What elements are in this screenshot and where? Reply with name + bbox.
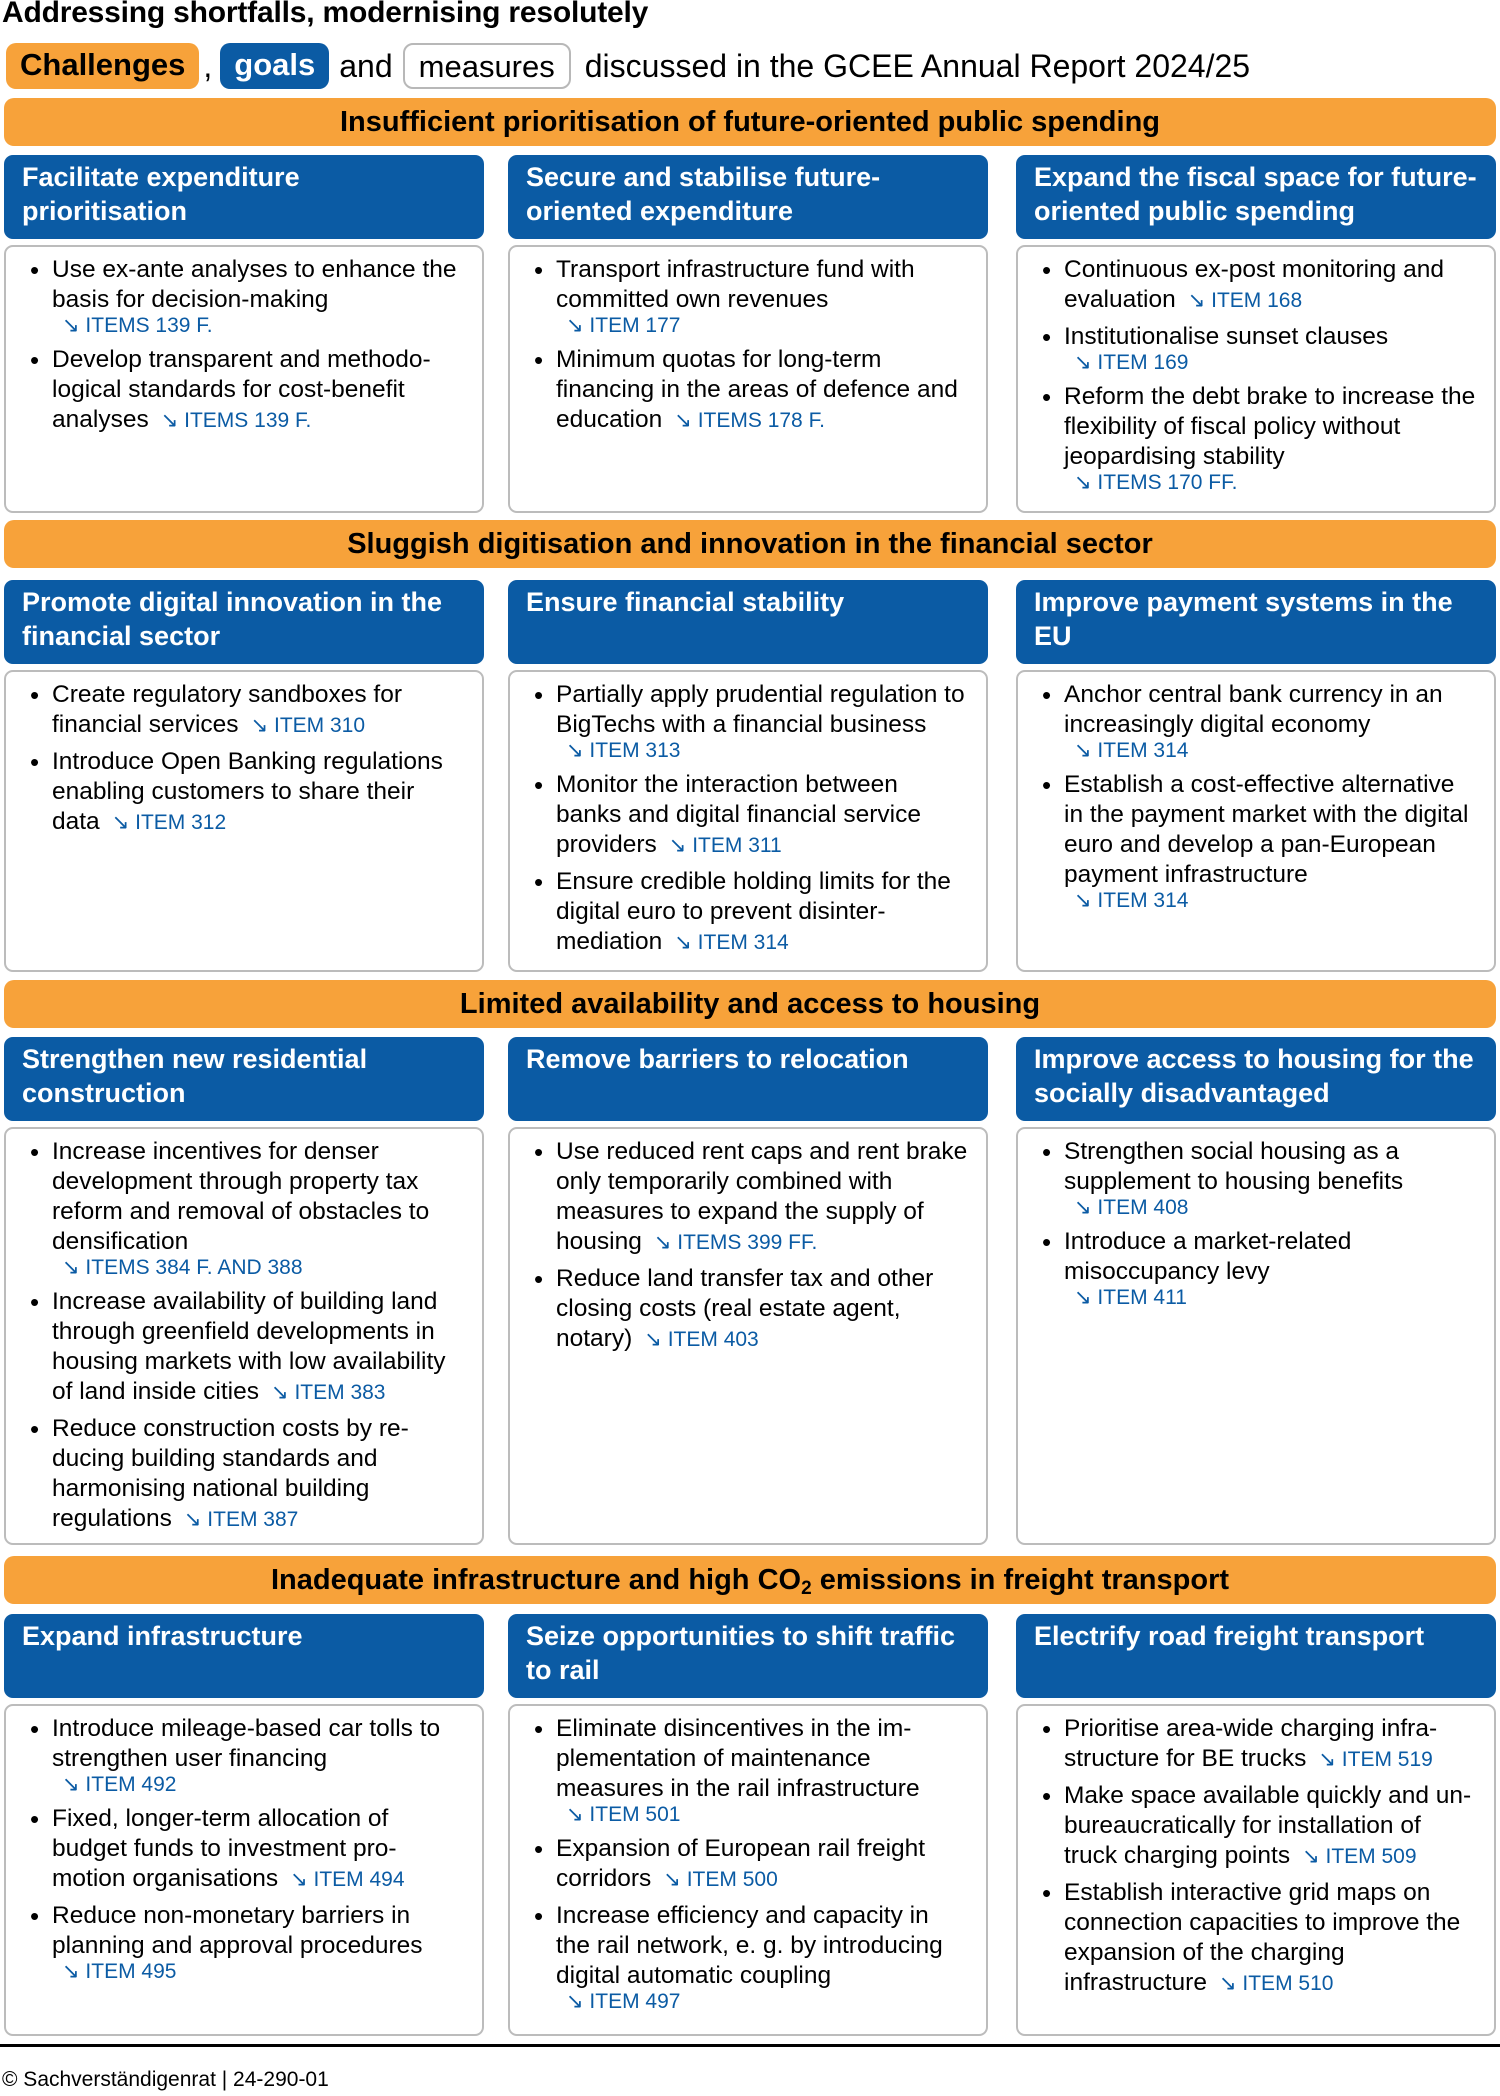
goal-box: Remove barriers to relocation: [508, 1037, 988, 1121]
measures-box: [1016, 1127, 1496, 1545]
item-reference: ↘ ITEMS 139 F.: [160, 409, 312, 432]
goal-box: Improve payment systems in the EU: [1016, 580, 1496, 664]
item-reference: ↘ ITEM 501: [566, 1803, 681, 1826]
measures-box: [1016, 245, 1496, 513]
measure-item: • Institutionalise sunset clauses ↘ ITEM 169: [1036, 322, 1476, 376]
measure-item: • Use reduced rent caps and rent brake only temporarily combined with measures to expand the supply of housing ↘ ITEMS 399 FF.: [528, 1137, 968, 1258]
measure-item: • Introduce mileage-based car tolls to strengthen user financing ↘ ITEM 492: [24, 1714, 464, 1798]
item-reference: ↘ ITEM 494: [290, 1868, 405, 1891]
measure-item: • Anchor central bank currency in an increasingly digital economy ↘ ITEM 314: [1036, 680, 1476, 764]
measures-box: [4, 1704, 484, 2036]
measure-item: • Increase incentives for denser development through property tax reform and removal of obstacles to densification ↘ ITEMS 384 F. AND 388: [24, 1137, 464, 1281]
measure-item: • Increase efficiency and capacity in the rail network, e. g. by introducing digital automatic coupling ↘ ITEM 497: [528, 1901, 968, 2015]
footer-source: © Sachverständigenrat | 24-290-01: [2, 2068, 329, 2091]
legend-goals-pill: goals: [220, 43, 329, 89]
legend-rest: discussed in the GCEE Annual Report 2024/25: [584, 47, 1251, 84]
footer-divider: [0, 2044, 1500, 2047]
goal-box: Seize opportunities to shift traffic to rail: [508, 1614, 988, 1698]
item-reference: ↘ ITEM 169: [1074, 351, 1189, 374]
item-reference: ↘ ITEM 312: [111, 811, 227, 834]
measure-item: • Reduce non-monetary barriers in planning and approval procedures ↘ ITEM 495: [24, 1901, 464, 1985]
goal-box: Electrify road freight transport: [1016, 1614, 1496, 1698]
item-reference: ↘ ITEM 495: [62, 1960, 177, 1983]
item-reference: ↘ ITEM 497: [566, 1990, 681, 2013]
legend-and: and: [339, 47, 393, 84]
goal-box: Ensure financial stability: [508, 580, 988, 664]
item-reference: ↘ ITEM 403: [644, 1328, 759, 1351]
item-reference: ↘ ITEMS 384 F. AND 388: [62, 1256, 303, 1279]
legend-subtitle: [6, 42, 1250, 90]
item-reference: ↘ ITEM 500: [663, 1868, 778, 1891]
item-reference: ↘ ITEMS 139 F.: [62, 314, 213, 337]
measure-item: • Expansion of European rail freight corridors ↘ ITEM 500: [528, 1834, 968, 1895]
measure-item: • Introduce Open Banking regulations enabling customers to share their data ↘ ITEM 312: [24, 747, 464, 838]
item-reference: ↘ ITEM 168: [1187, 289, 1303, 312]
measure-item: • Strengthen social housing as a supplement to housing benefits ↘ ITEM 408: [1036, 1137, 1476, 1221]
goal-box: Expand the fiscal space for future-oriented public spending: [1016, 155, 1496, 239]
measures-box: [508, 670, 988, 972]
figure-title: Addressing shortfalls, modernising resolutely: [2, 0, 649, 29]
goal-box: Promote digital innovation in the financial sector: [4, 580, 484, 664]
item-reference: ↘ ITEM 383: [271, 1381, 386, 1404]
measure-item: • Ensure credible holding limits for the digital euro to prevent disinter-mediation ↘ ITEM 314: [528, 867, 968, 958]
measure-item: • Reduce land transfer tax and other closing costs (real estate agent, notary) ↘ ITEM 403: [528, 1264, 968, 1355]
legend-measures-pill: measures: [403, 43, 571, 89]
measure-item: • Establish interactive grid maps on connection capacities to improve the expansion of the charging infrastructure ↘ ITEM 510: [1036, 1878, 1476, 1999]
measures-box: [1016, 670, 1496, 972]
item-reference: ↘ ITEM 310: [250, 714, 366, 737]
challenge-bar: Sluggish digitisation and innovation in the financial sector: [4, 520, 1496, 568]
measure-item: • Fixed, longer-term allocation of budget funds to investment pro-motion organisations ↘ ITEM 494: [24, 1804, 464, 1895]
measures-box: [508, 245, 988, 513]
measure-item: • Increase availability of building land through greenfield developments in housing markets with low availability of land inside cities ↘ ITEM 383: [24, 1287, 464, 1408]
measures-box: [508, 1127, 988, 1545]
goal-box: Expand infrastructure: [4, 1614, 484, 1698]
measures-box: [4, 245, 484, 513]
goal-box: Strengthen new residential construction: [4, 1037, 484, 1121]
item-reference: ↘ ITEMS 170 FF.: [1074, 471, 1238, 494]
legend-challenges-pill: Challenges: [6, 43, 199, 89]
measure-item: • Establish a cost-effective alternative in the payment market with the digital euro and develop a pan-European payment infrastructure ↘ ITEM 314: [1036, 770, 1476, 914]
item-reference: ↘ ITEM 177: [566, 314, 681, 337]
measure-item: • Prioritise area-wide charging infra-structure for BE trucks ↘ ITEM 519: [1036, 1714, 1476, 1775]
item-reference: ↘ ITEM 408: [1074, 1196, 1189, 1219]
challenge-bar: Inadequate infrastructure and high $CO_2$ emissions in freight transport: [4, 1556, 1496, 1604]
item-reference: ↘ ITEM 519: [1318, 1748, 1433, 1771]
measure-item: • Reduce construction costs by re-ducing building standards and harmonising national building regulations ↘ ITEM 387: [24, 1414, 464, 1535]
item-reference: ↘ ITEM 510: [1218, 1972, 1334, 1995]
measures-box: [4, 670, 484, 972]
measure-item: • Transport infrastructure fund with committed own revenues ↘ ITEM 177: [528, 255, 968, 339]
item-reference: ↘ ITEM 314: [674, 931, 789, 954]
challenge-bar: Limited availability and access to housing: [4, 980, 1496, 1028]
measures-box: [4, 1127, 484, 1545]
goal-box: Secure and stabilise future-oriented expenditure: [508, 155, 988, 239]
measure-item: • Create regulatory sandboxes for financial services ↘ ITEM 310: [24, 680, 464, 741]
measures-box: [508, 1704, 988, 2036]
measure-item: • Partially apply prudential regulation to BigTechs with a financial business ↘ ITEM 313: [528, 680, 968, 764]
measure-item: • Make space available quickly and un-bureaucratically for installation of truck charging points ↘ ITEM 509: [1036, 1781, 1476, 1872]
item-reference: ↘ ITEM 411: [1074, 1286, 1187, 1309]
goal-box: Improve access to housing for the socially disadvantaged: [1016, 1037, 1496, 1121]
item-reference: ↘ ITEM 311: [668, 834, 782, 857]
item-reference: ↘ ITEMS 178 F.: [674, 409, 825, 432]
item-reference: ↘ ITEMS 399 FF.: [653, 1231, 818, 1254]
measure-item: • Introduce a market-related misoccupancy levy ↘ ITEM 411: [1036, 1227, 1476, 1311]
measures-box: [1016, 1704, 1496, 2036]
measure-item: • Monitor the interaction between banks and digital financial service providers ↘ ITEM 311: [528, 770, 968, 861]
measure-item: • Reform the debt brake to increase the flexibility of fiscal policy without jeopardising stability ↘ ITEMS 170 FF.: [1036, 382, 1476, 496]
goal-box: Facilitate expenditure prioritisation: [4, 155, 484, 239]
item-reference: ↘ ITEM 492: [62, 1773, 177, 1796]
measure-item: • Eliminate disincentives in the im-plementation of maintenance measures in the rail infrastructure ↘ ITEM 501: [528, 1714, 968, 1828]
legend-comma: ,: [203, 47, 213, 84]
measure-item: • Minimum quotas for long-term financing in the areas of defence and education ↘ ITEMS 178 F.: [528, 345, 968, 436]
item-reference: ↘ ITEM 314: [1074, 739, 1189, 762]
measure-item: • Continuous ex-post monitoring and evaluation ↘ ITEM 168: [1036, 255, 1476, 316]
item-reference: ↘ ITEM 314: [1074, 889, 1189, 912]
item-reference: ↘ ITEM 509: [1302, 1845, 1417, 1868]
challenge-bar: Insufficient prioritisation of future-oriented public spending: [4, 98, 1496, 146]
item-reference: ↘ ITEM 313: [566, 739, 681, 762]
measure-item: • Use ex-ante analyses to enhance the basis for decision-making ↘ ITEMS 139 F.: [24, 255, 464, 339]
item-reference: ↘ ITEM 387: [183, 1508, 299, 1531]
measure-item: • Develop transparent and methodo-logical standards for cost-benefit analyses ↘ ITEMS 139 F.: [24, 345, 464, 436]
